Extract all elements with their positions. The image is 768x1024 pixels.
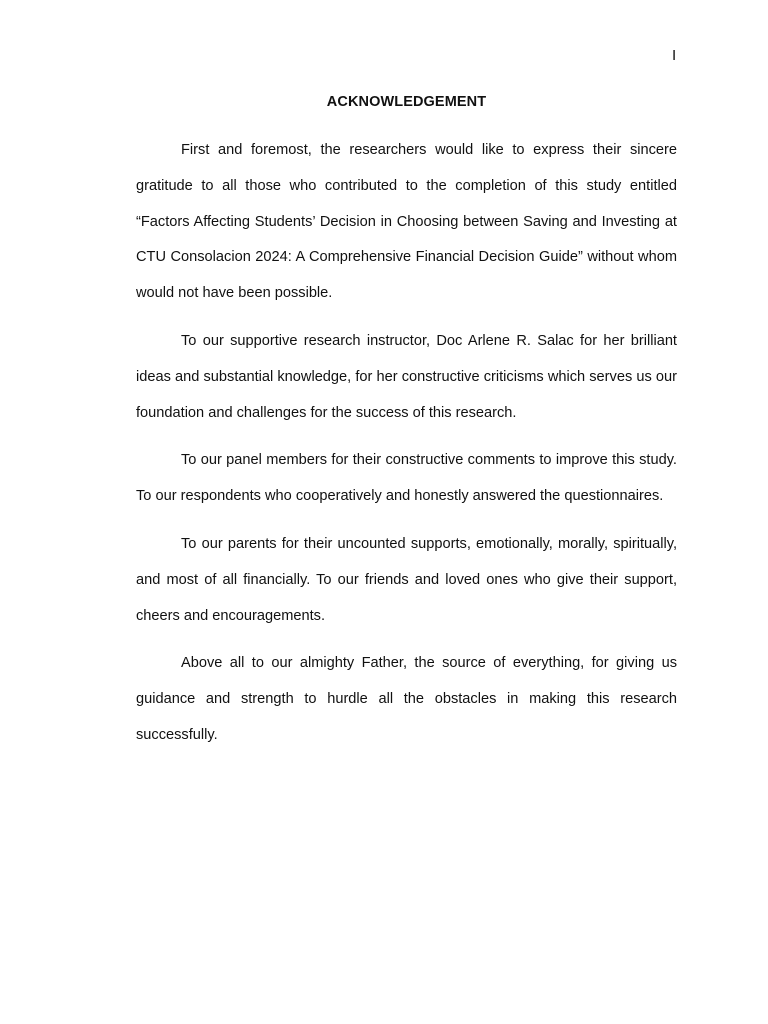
paragraph-parents-friends: To our parents for their uncounted supports, emotionally, morally, spiritually, and most of all financially. To our friends and loved ones who give their support, cheers and encouragements. <box>136 535 677 624</box>
acknowledgement-body <box>136 133 677 766</box>
paragraph-panel-respondents: To our panel members for their constructive comments to improve this study. To our respondents who cooperatively and honestly answered the questionnaires. <box>136 452 677 505</box>
page-title: ACKNOWLEDGEMENT <box>326 94 487 110</box>
page-number: I <box>672 47 677 64</box>
paragraph-almighty-father: Above all to our almighty Father, the source of everything, for giving us guidance and strength to hurdle all the obstacles in making this research successfully. <box>136 655 677 743</box>
paragraph-gratitude: First and foremost, the researchers would like to express their sincere gratitude to all those who contributed to the completion of this study entitled “Factors Affecting Students’ Decision in Choosing between Saving and Investing at CTU Consolacion 2024: A Comprehensive Financial Decision Guide” without whom would not have been possible. <box>136 142 677 302</box>
paragraph-instructor: To our supportive research instructor, Doc Arlene R. Salac for her brilliant ideas and substantial knowledge, for her constructive criticisms which serves us our foundation and challenges for the success of this research. <box>136 332 677 421</box>
